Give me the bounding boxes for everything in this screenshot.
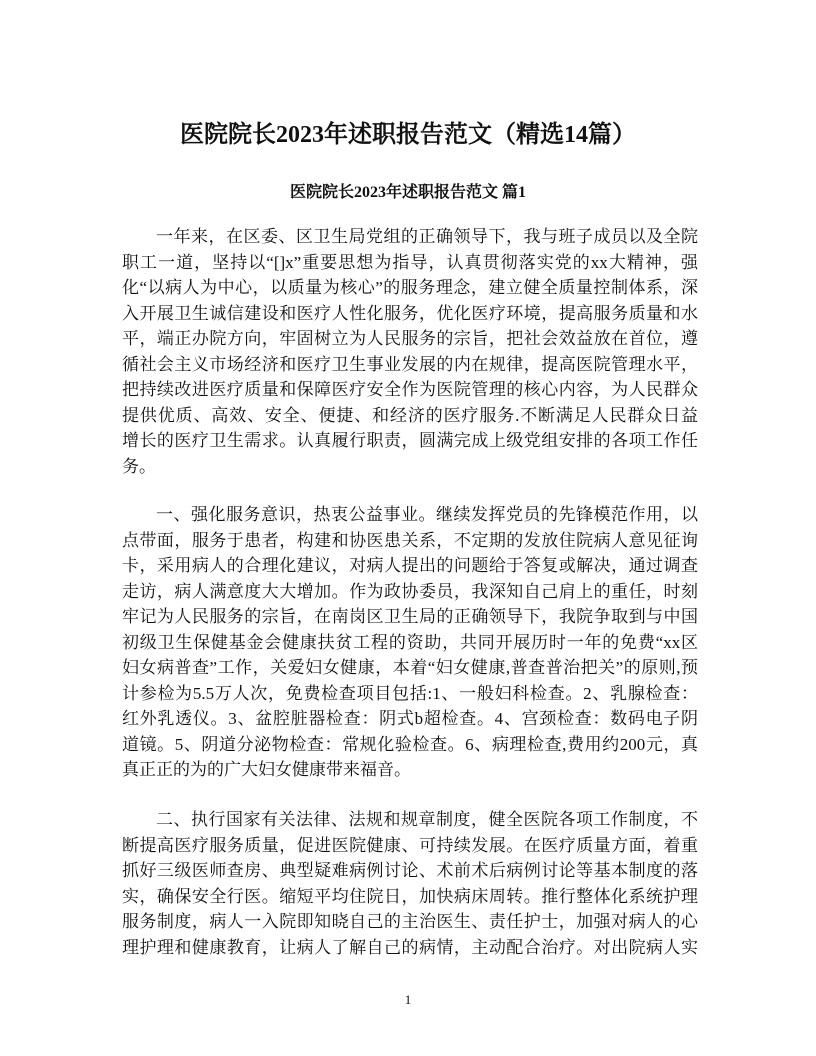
text-line: 职工一道，坚持以“[]x”重要思想为指导，认真贯彻落实党的xx大精神，强 [122,252,698,272]
paragraph-intro [122,224,698,479]
text-line: 理护理和健康教育，让病人了解自己的病情，主动配合治疗。对出院病人实 [122,937,698,957]
text-line: 红外乳透仪。3、盆腔脏器检查：阴式b超检查。4、宫颈检查：数码电子阴 [122,709,698,728]
text-line: 把持续改进医疗质量和保障医疗安全作为医院管理的核心内容，为人民群众 [122,380,698,399]
text-line: 妇女病普查”工作，关爱妇女健康，本着“妇女健康,普查普治把关”的原则,预 [122,658,698,677]
text-line: 实，确保安全行医。缩短平均住院日，加快病床周转。推行整体化系统护理 [122,886,698,906]
text-line: 增长的医疗卫生需求。认真履行职责，圆满完成上级党组安排的各项工作任 [122,431,698,450]
text-line: 抓好三级医师查房、典型疑难病例讨论、术前术后病例讨论等基本制度的落 [122,861,698,880]
text-line: 务。 [122,456,156,476]
text-line: 提供优质、高效、安全、便捷、和经济的医疗服务.不断满足人民群众日益 [122,405,698,425]
text-line: 一、强化服务意识，热衷公益事业。继续发挥党员的先锋模范作用，以 [156,505,698,524]
text-line: 牢记为人民服务的宗旨，在南岗区卫生局的正确领导下，我院争取到与中国 [122,607,698,626]
text-line: 计参检为5.5万人次，免费检查项目包括:1、一般妇科检查。2、乳腺检查： [122,683,698,703]
text-line: 一年来，在区委、区卫生局党组的正确领导下，我与班子成员以及全院 [156,227,698,246]
text-line: 走访，病人满意度大大增加。作为政协委员，我深知自己肩上的重任，时刻 [122,581,698,601]
text-line: 断提高医疗服务质量，促进医院健康、可持续发展。在医疗质量方面，着重 [122,835,698,855]
text-line: 入开展卫生诚信建设和医疗人性化服务，优化医疗环境，提高服务质量和水 [122,303,698,323]
text-line: 化“以病人为中心，以质量为核心”的服务理念，建立健全质量控制体系，深 [122,278,698,297]
text-line: 循社会主义市场经济和医疗卫生事业发展的内在规律，提高医院管理水平， [122,354,698,374]
text-line: 卡，采用病人的合理化建议，对病人提出的问题给于答复或解决，通过调查 [122,556,698,575]
text-line: 真正正的为的广大妇女健康带来福音。 [122,760,411,779]
text-line: 服务制度，病人一入院即知晓自己的主治医生、责任护士，加强对病人的心 [122,912,698,931]
text-line: 二、执行国家有关法律、法规和规章制度，健全医院各项工作制度，不 [156,810,698,829]
text-line: 道镜。5、阴道分泌物检查：常规化验检查。6、病理检查,费用约200元，真 [122,734,698,754]
text-line: 初级卫生保健基金会健康扶贫工程的资助，共同开展历时一年的免费“xx区 [122,632,698,652]
paragraph-regulations [122,807,698,960]
text-line: 点带面，服务于患者，构建和协医患关系，不定期的发放住院病人意见征询 [122,530,698,550]
paragraph-service-awareness [122,502,698,783]
text-line: 平，端正办院方向，牢固树立为人民服务的宗旨，把社会效益放在首位，遵 [122,329,698,348]
section-heading: 医院院长2023年述职报告范文 篇1 [289,184,526,201]
document-title: 医院院长2023年述职报告范文（精选14篇） [180,122,636,148]
page-number: 1 [404,992,412,1007]
